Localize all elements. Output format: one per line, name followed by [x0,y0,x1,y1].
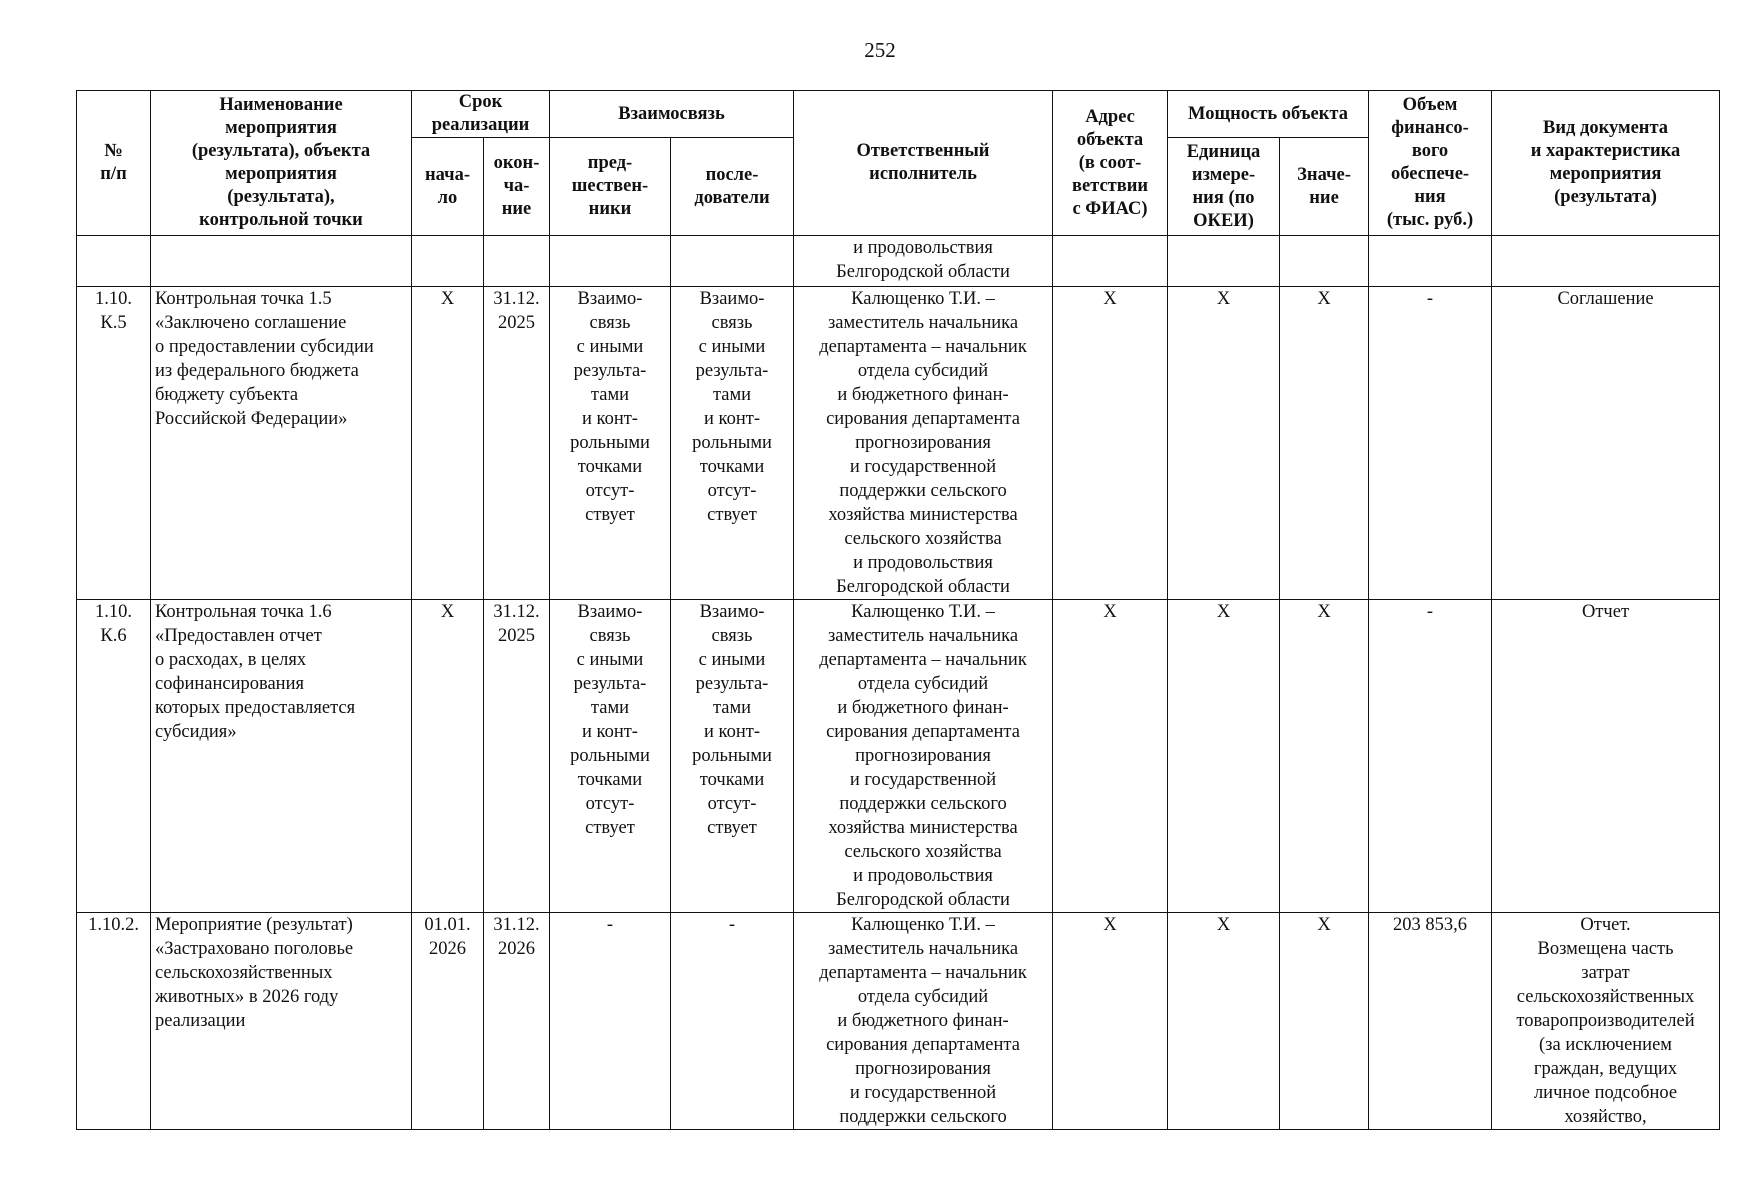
header-name: Наименование мероприятия (результата), объекта мероприятия (результата), контрольной точки [151,91,412,236]
cell-next: Взаимо- связь с иными результа- тами и конт- рольными точками отсут- ствует [671,600,794,913]
table-row [77,600,1720,913]
cell-start [412,236,484,287]
header-volume: Объем финансо- вого обеспече- ния (тыс. руб.) [1369,91,1492,236]
cell-num: 1.10.2. [77,913,151,1130]
table-row [77,913,1720,1130]
header-responsible: Ответственный исполнитель [794,91,1053,236]
cell-address: X [1053,600,1168,913]
cell-address: X [1053,913,1168,1130]
cell-num [77,236,151,287]
header-address: Адрес объекта (в соот- ветствии с ФИАС) [1053,91,1168,236]
cell-doc [1492,236,1720,287]
cell-unit: X [1168,913,1280,1130]
cell-volume: - [1369,600,1492,913]
cell-unit [1168,236,1280,287]
cell-name: Мероприятие (результат) «Застраховано поголовье сельскохозяйственных животных» в 2026 году реализации [151,913,412,1130]
cell-next: Взаимо- связь с иными результа- тами и конт- рольными точками отсут- ствует [671,287,794,600]
cell-doc: Соглашение [1492,287,1720,600]
cell-prev: Взаимо- связь с иными результа- тами и конт- рольными точками отсут- ствует [550,287,671,600]
cell-end: 31.12. 2025 [484,600,550,913]
cell-unit: X [1168,600,1280,913]
header-doc-type: Вид документа и характеристика мероприятия (результата) [1492,91,1720,236]
header-capacity-value: Значе- ние [1280,138,1369,236]
header-relation: Взаимосвязь [550,91,794,138]
events-table [76,90,1720,1130]
cell-value [1280,236,1369,287]
cell-value: X [1280,913,1369,1130]
cell-name [151,236,412,287]
cell-end [484,236,550,287]
cell-name: Контрольная точка 1.6 «Предоставлен отчет о расходах, в целях софинансирования которых предоставляется субсидия» [151,600,412,913]
cell-num: 1.10. К.5 [77,287,151,600]
cell-next [671,236,794,287]
cell-value: X [1280,600,1369,913]
cell-prev: - [550,913,671,1130]
header-relation-next: после- дователи [671,138,794,236]
cell-start: X [412,287,484,600]
cell-volume: 203 853,6 [1369,913,1492,1130]
table-header [77,91,1720,236]
cell-doc: Отчет. Возмещена часть затрат сельскохозяйственных товаропроизводителей (за исключением граждан, ведущих личное подсобное хозяйство, [1492,913,1720,1130]
table-row [77,287,1720,600]
header-term: Срок реализации [412,91,550,138]
cell-start: X [412,600,484,913]
cell-prev [550,236,671,287]
page-number: 252 [864,38,896,62]
cell-doc: Отчет [1492,600,1720,913]
header-term-end: окон- ча- ние [484,138,550,236]
cell-volume [1369,236,1492,287]
header-term-start: нача- ло [412,138,484,236]
cell-value: X [1280,287,1369,600]
cell-address [1053,236,1168,287]
cell-volume: - [1369,287,1492,600]
header-capacity-unit: Единица измере- ния (по ОКЕИ) [1168,138,1280,236]
cell-name: Контрольная точка 1.5 «Заключено соглашение о предоставлении субсидии из федерального бюджета бюджету субъекта Российской Федерации» [151,287,412,600]
cell-end: 31.12. 2026 [484,913,550,1130]
cell-address: X [1053,287,1168,600]
cell-unit: X [1168,287,1280,600]
cell-end: 31.12. 2025 [484,287,550,600]
cell-next: - [671,913,794,1130]
header-relation-prev: пред- шествен- ники [550,138,671,236]
cell-start: 01.01. 2026 [412,913,484,1130]
cell-responsible: и продовольствия Белгородской области [794,236,1053,287]
cell-prev: Взаимо- связь с иными результа- тами и конт- рольными точками отсут- ствует [550,600,671,913]
cell-responsible: Калющенко Т.И. – заместитель начальника департамента – начальник отдела субсидий и бюджетного финан- сирования департамента прогнозирования и государственной поддержки сельского хозяйства министерства сельского хозяйства и продовольствия Белгородской области [794,600,1053,913]
cell-responsible: Калющенко Т.И. – заместитель начальника департамента – начальник отдела субсидий и бюджетного финан- сирования департамента прогнозирования и государственной поддержки сельского хозяйства министерства сельского хозяйства и продовольствия Белгородской области [794,287,1053,600]
header-num: № п/п [77,91,151,236]
cell-responsible: Калющенко Т.И. – заместитель начальника департамента – начальник отдела субсидий и бюджетного финан- сирования департамента прогнозирования и государственной поддержки сельского [794,913,1053,1130]
header-capacity: Мощность объекта [1168,91,1369,138]
table-row-continuation [77,236,1720,287]
cell-num: 1.10. К.6 [77,600,151,913]
